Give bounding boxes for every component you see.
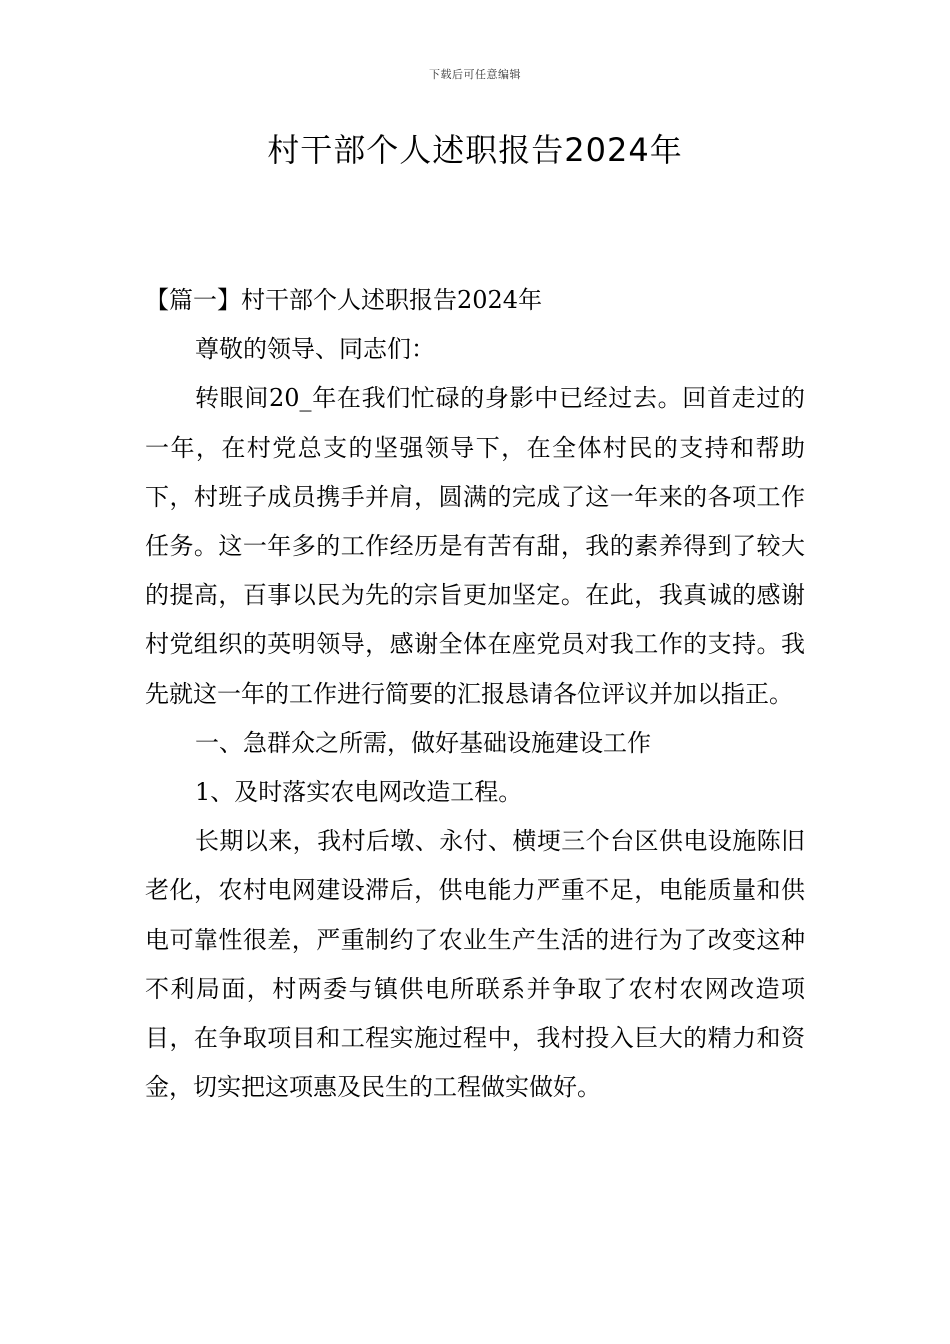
document-body	[145, 276, 805, 1112]
section-heading: 【篇一】村干部个人述职报告2024年	[145, 286, 543, 314]
body-paragraph: 转眼间20_年在我们忙碌的身影中已经过去。回首走过的一年，在村党总支的坚强领导下，在全体村民的支持和帮助下，村班子成员携手并肩，圆满的完成了这一年来的各项工作任务。这一年多的工作经历是有苦有甜，我的素养得到了较大的提高，百事以民为先的宗旨更加坚定。在此，我真诚的感谢村党组织的英明领导，感谢全体在座党员对我工作的支持。我先就这一年的工作进行简要的汇报恳请各位评议并加以指正。	[145, 384, 805, 708]
document-title: 村干部个人述职报告2024年	[267, 131, 683, 169]
salutation: 尊敬的领导、同志们：	[195, 335, 435, 364]
list-item-heading: 1、及时落实农电网改造工程。	[195, 778, 523, 807]
body-paragraph: 长期以来，我村后墩、永付、横埂三个台区供电设施陈旧老化，农村电网建设滞后，供电能力严重不足，电能质量和供电可靠性很差，严重制约了农业生产生活的进行为了改变这种不利局面，村两委与镇供电所联系并争取了农村农网改造项目，在争取项目和工程实施过程中，我村投入巨大的精力和资金，切实把这项惠及民生的工程做实做好。	[145, 827, 805, 1102]
subsection-heading: 一、急群众之所需，做好基础设施建设工作	[195, 728, 651, 757]
header-note: 下载后可任意编辑	[429, 68, 521, 81]
